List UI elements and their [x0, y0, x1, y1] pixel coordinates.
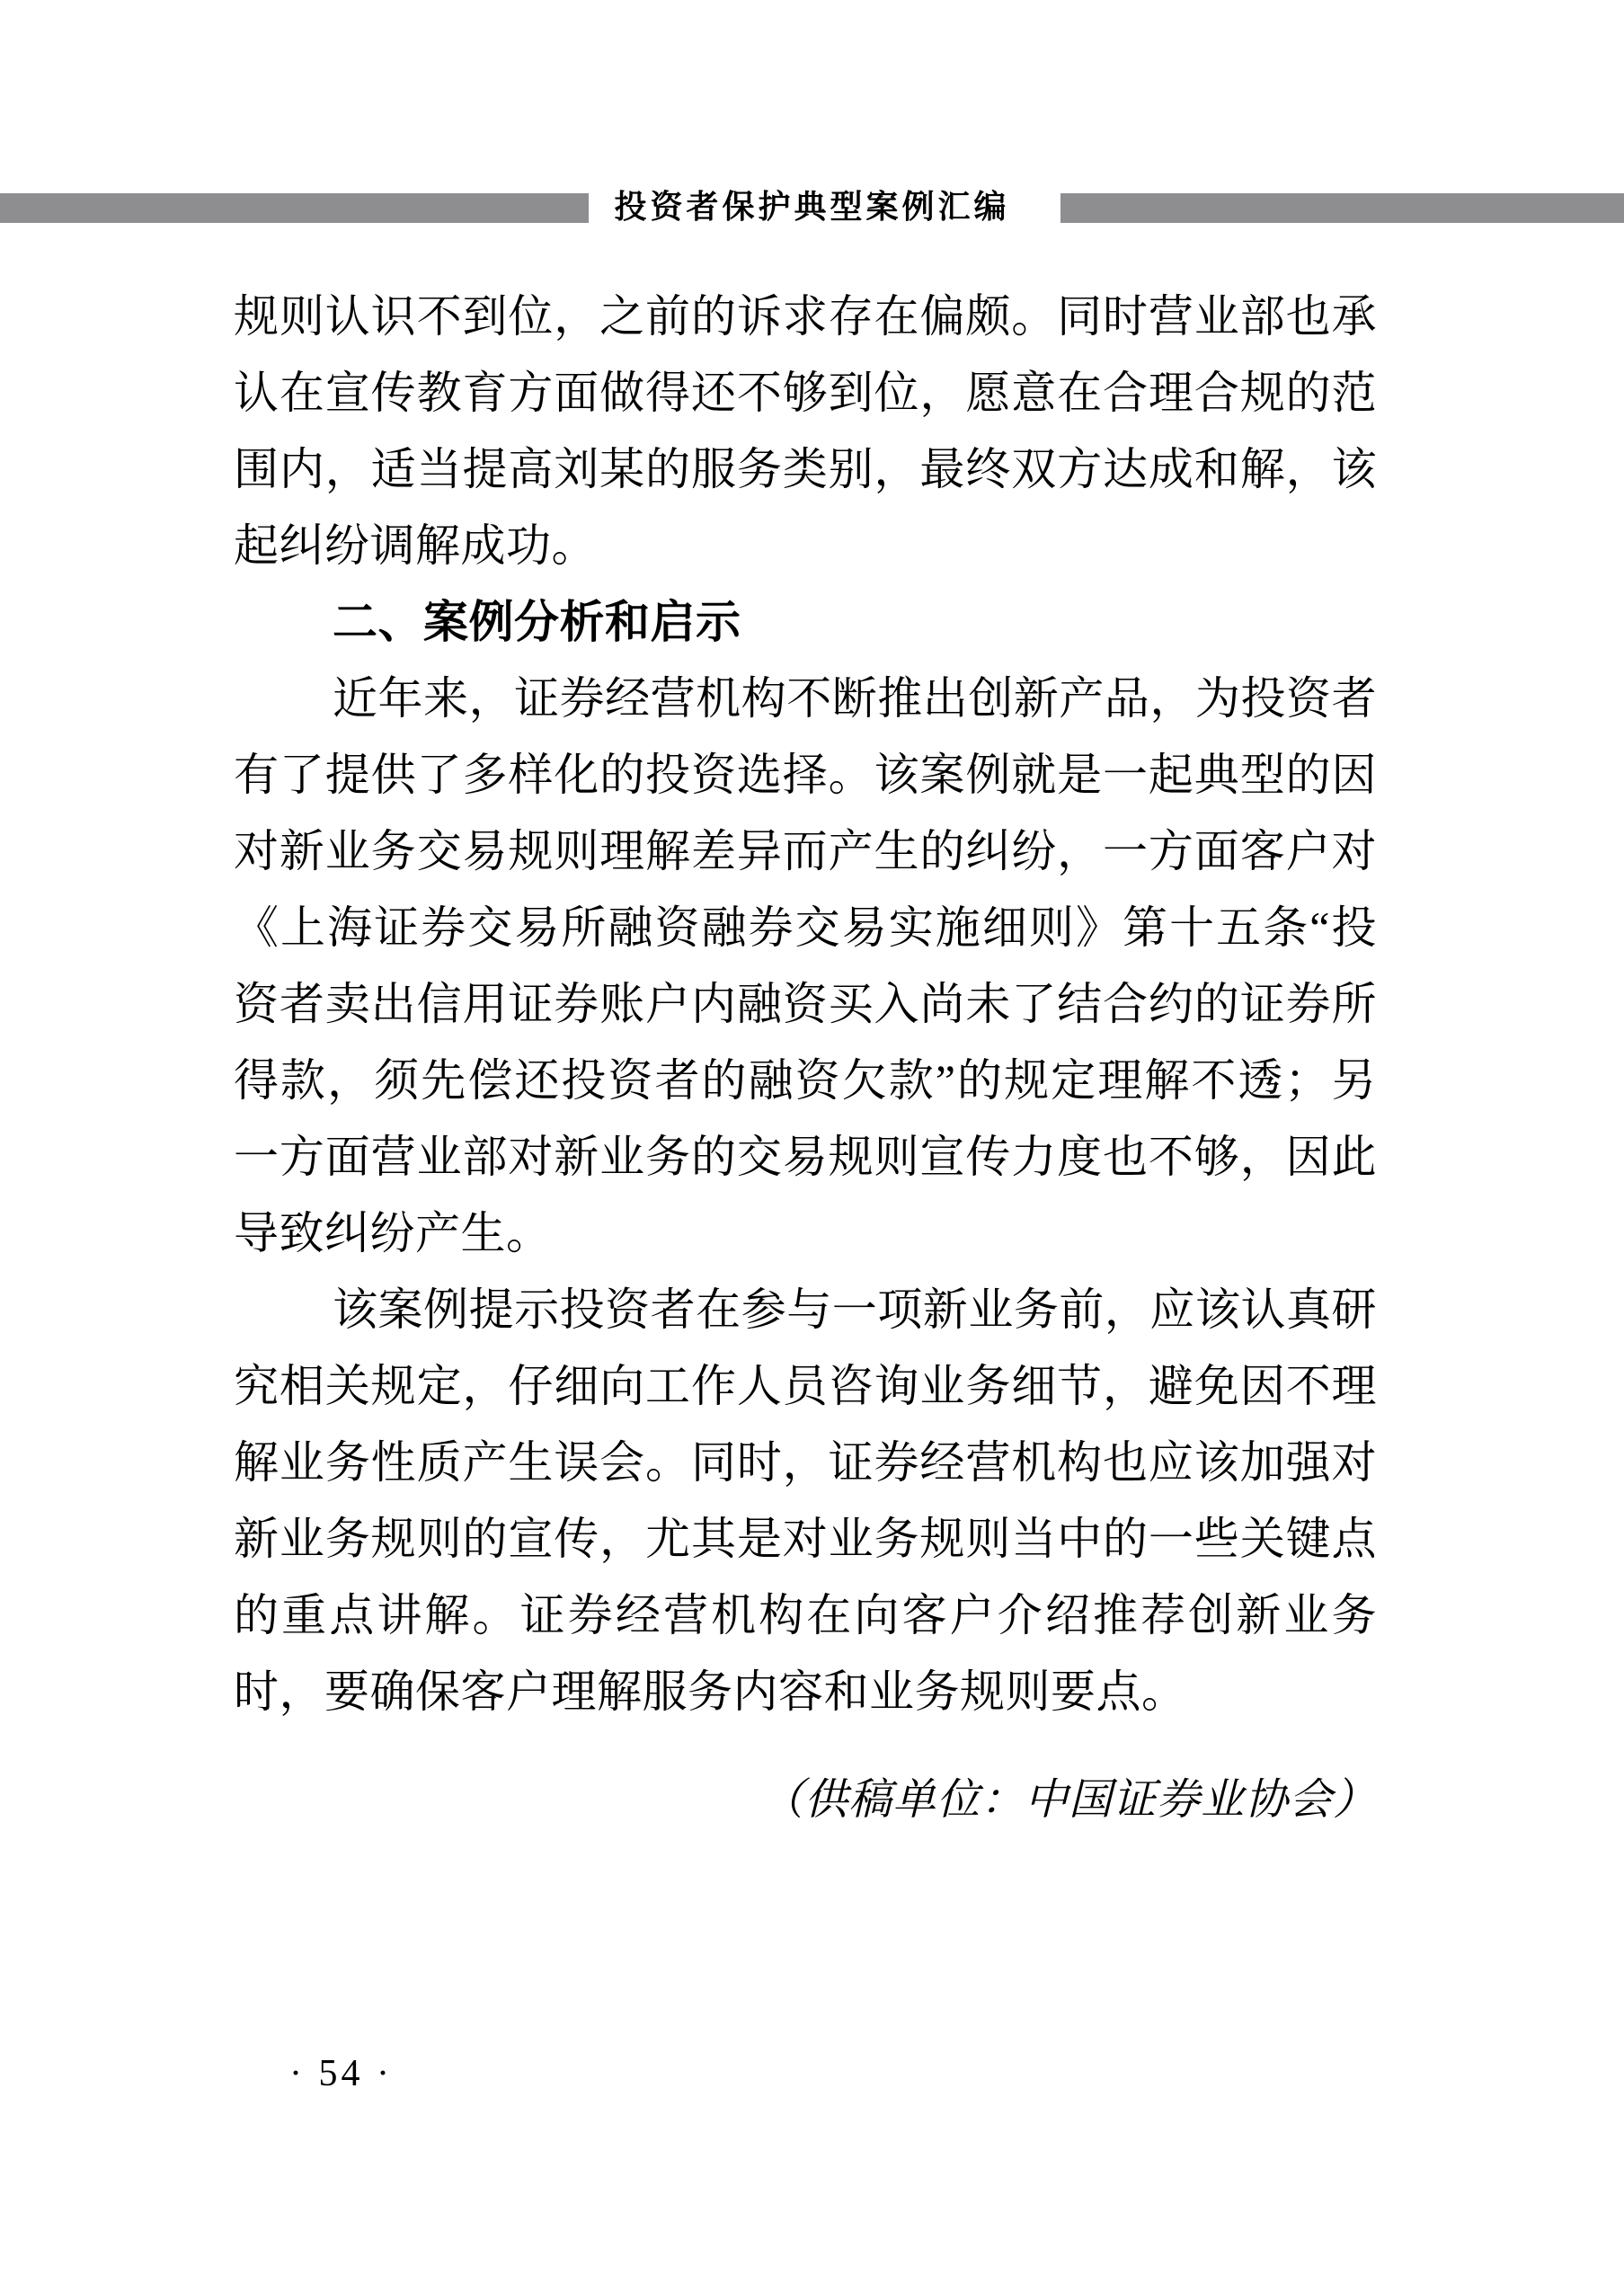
text-column	[234, 279, 1377, 1838]
paragraph-conclusion-of-case: 规则认识不到位，之前的诉求存在偏颇。同时营业部也承认在宣传教育方面做得还不够到位，愿意在合理合规的范围内，适当提高刘某的服务类别，最终双方达成和解，该起纠纷调解成功。	[234, 291, 1377, 571]
running-header-title: 投资者保护典型案例汇编	[614, 188, 1010, 225]
paragraph-analysis: 近年来，证券经营机构不断推出创新产品，为投资者有了提供了多样化的投资选择。该案例就是一起典型的因对新业务交易规则理解差异而产生的纠纷，一方面客户对《上海证券交易所融资融券交易实施细则》第十五条“投资者卖出信用证券账户内融资买入尚未了结合约的证券所得款，须先偿还投资者的融资欠款”的规定理解不透；另一方面营业部对新业务的交易规则宣传力度也不够，因此导致纠纷产生。	[234, 673, 1377, 1258]
attribution-line: （供稿单位：中国证券业协会）	[759, 1776, 1377, 1824]
page-number: · 54 ·	[289, 2053, 393, 2094]
paragraph-lessons: 该案例提示投资者在参与一项新业务前，应该认真研究相关规定，仔细向工作人员咨询业务细节，避免因不理解业务性质产生误会。同时，证券经营机构也应该加强对新业务规则的宣传，尤其是对业务规则当中的一些关键点的重点讲解。证券经营机构在向客户介绍推荐创新业务时，要确保客户理解服务内容和业务规则要点。	[234, 1284, 1377, 1717]
section-heading-case-analysis: 二、案例分析和启示	[333, 597, 741, 647]
